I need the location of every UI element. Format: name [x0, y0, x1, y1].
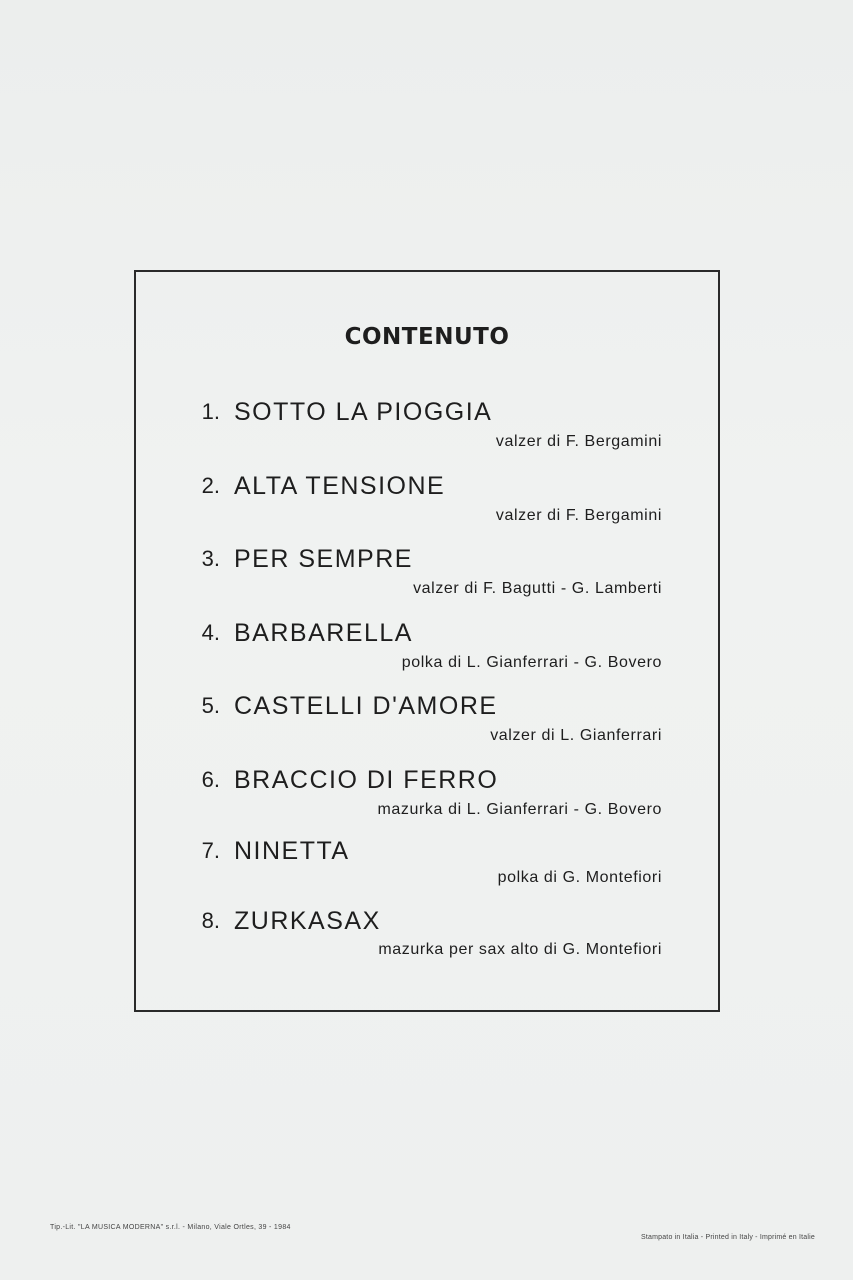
entry-number: 4.: [201, 620, 220, 645]
entry-credit: valzer di F. Bergamini: [495, 433, 662, 450]
table-of-contents-box: [134, 270, 720, 1012]
entry-number: 3.: [201, 546, 220, 571]
printer-imprint: Tip.-Lit. "LA MUSICA MODERNA" s.r.l. - Milano, Viale Ortles, 39 - 1984: [50, 1224, 291, 1231]
entry-title: SOTTO LA PIOGGIA: [234, 398, 493, 426]
entry-number: 8.: [201, 908, 220, 933]
entry-number: 7.: [201, 838, 220, 863]
entry-credit: polka di L. Gianferrari - G. Bovero: [401, 654, 662, 671]
entry-number: 1.: [201, 399, 220, 424]
entry-credit: mazurka per sax alto di G. Montefiori: [378, 941, 662, 958]
entry-credit: valzer di F. Bagutti - G. Lamberti: [413, 580, 662, 597]
entry-credit: valzer di L. Gianferrari: [490, 727, 662, 744]
entry-number: 5.: [201, 693, 220, 718]
entry-credit: valzer di F. Bergamini: [495, 507, 662, 524]
entry-number: 6.: [201, 767, 220, 792]
entry-title: NINETTA: [234, 837, 350, 865]
entry-credit: mazurka di L. Gianferrari - G. Bovero: [377, 801, 662, 818]
entry-number: 2.: [201, 473, 220, 498]
entry-title: BARBARELLA: [234, 619, 413, 647]
printed-in-notice: Stampato in Italia - Printed in Italy - Imprimé en Italie: [640, 1234, 815, 1241]
entry-title: ZURKASAX: [234, 907, 381, 935]
toc-heading: CONTENUTO: [344, 324, 510, 350]
entry-credit: polka di G. Montefiori: [497, 869, 662, 886]
entry-title: CASTELLI D'AMORE: [234, 692, 498, 720]
entry-title: PER SEMPRE: [234, 545, 413, 573]
entry-title: BRACCIO DI FERRO: [234, 766, 499, 794]
entry-title: ALTA TENSIONE: [234, 472, 446, 500]
